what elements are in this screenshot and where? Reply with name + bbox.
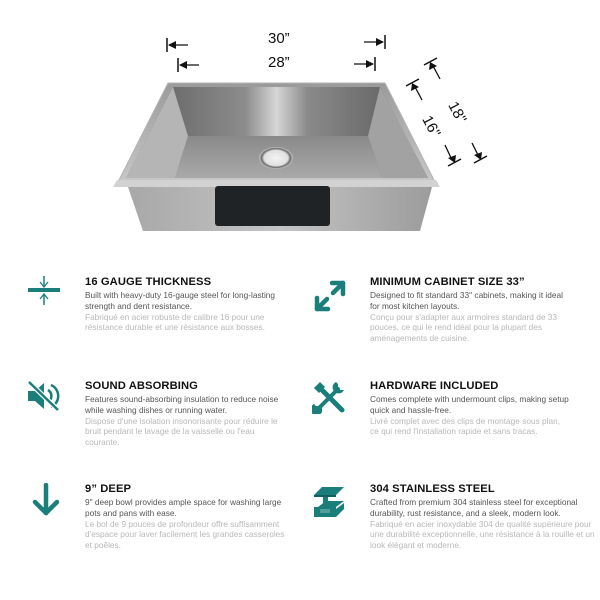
- tools-icon: [312, 380, 352, 420]
- feature-title: HARDWARE INCLUDED: [370, 380, 499, 392]
- feature-description-fr: Fabriqué en acier robuste de calibre 16 pour une résistance durable et une résistance aux bosses.: [85, 311, 265, 333]
- feature-description-fr: Dispose d'une isolation insonorisante pour réduire le bruit pendant le lavage de la vaisselle ou l'eau courante.: [85, 415, 278, 448]
- compress-thickness-icon: [27, 276, 67, 316]
- feature-title: 9” DEEP: [85, 483, 132, 495]
- feature-description-en: Features sound-absorbing insulation to reduce noise while washing dishes or running water.: [85, 394, 279, 415]
- expand-arrows-icon: [312, 278, 352, 318]
- product-hero: [0, 0, 600, 250]
- feature-description-en: Designed to fit standard 33" cabinets, making it ideal for most kitchen layouts.: [370, 290, 563, 311]
- feature-title: 16 GAUGE THICKNESS: [85, 276, 212, 288]
- steel-beam-icon: [312, 485, 352, 525]
- feature-title: SOUND ABSORBING: [85, 380, 198, 392]
- sink-image: [0, 0, 600, 250]
- feature-description-en: Built with heavy-duty 16-gauge steel for long-lasting strength and dent resistance.: [85, 290, 276, 311]
- feature-title: 304 STAINLESS STEEL: [370, 483, 495, 495]
- feature-description-fr: Le bol de 9 pouces de profondeur offre suffisamment d'espace pour laver facilement les grandes casseroles et poêles.: [85, 518, 285, 551]
- feature-description-en: 9" deep bowl provides ample space for washing large pots and pans with ease.: [85, 497, 282, 518]
- feature-description-fr: Fabriqué en acier inoxydable 304 de qualité supérieure pour une durabilité exceptionnelle, une résistance à la rouille et un look élégant et moderne.: [370, 518, 595, 551]
- outer-depth-label: 18": [444, 98, 470, 127]
- outer-width-label: 30”: [268, 30, 290, 47]
- feature-title: MINIMUM CABINET SIZE 33”: [370, 276, 525, 288]
- inner-depth-label: 16": [418, 112, 444, 141]
- inner-width-label: 28”: [268, 54, 290, 71]
- feature-description-en: Comes complete with undermount clips, making setup quick and hassle-free.: [370, 394, 569, 415]
- sound-muted-icon: [27, 380, 67, 420]
- feature-description-fr: Conçu pour s'adapter aux armoires standard de 33 pouces, ce qui le rend idéal pour la plupart des aménagements de cuisine.: [370, 311, 557, 344]
- arrow-down-icon: [31, 483, 71, 523]
- feature-description-fr: Livré complet avec des clips de montage sous plan, ce qui rend l'installation rapide et sans tracas.: [370, 415, 561, 437]
- feature-description-en: Crafted from premium 304 stainless steel for exceptional durability, rust resistance, and a sleek, modern look.: [370, 497, 578, 518]
